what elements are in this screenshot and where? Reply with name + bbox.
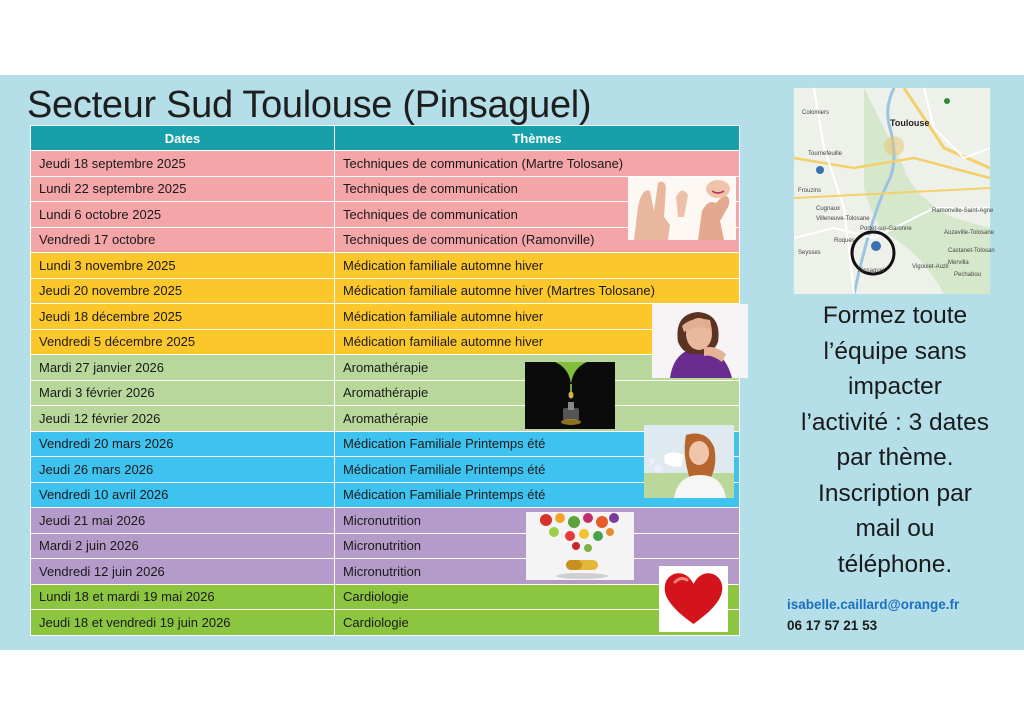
map-place-label: Pechabou	[954, 272, 982, 278]
table-header-row	[31, 126, 740, 151]
heart-photo	[659, 566, 728, 632]
contact-phone: 06 17 57 21 53	[787, 618, 878, 633]
map-place-label: Vigoulet-Auzil	[912, 264, 949, 270]
info-line: Formez toute	[822, 302, 968, 329]
date-cell: Jeudi 20 novembre 2025	[31, 278, 335, 304]
date-cell: Jeudi 26 mars 2026	[31, 457, 335, 483]
table-row	[31, 406, 740, 432]
theme-cell: Techniques de communication (Martre Tolosane)	[335, 151, 740, 177]
theme-cell: Micronutrition	[335, 559, 740, 585]
theme-cell: Micronutrition	[335, 533, 740, 559]
table-row	[31, 584, 740, 610]
info-line: impacter	[848, 373, 942, 400]
date-cell: Mardi 3 février 2026	[31, 380, 335, 406]
date-cell: Vendredi 10 avril 2026	[31, 482, 335, 508]
date-cell: Vendredi 17 octobre	[31, 227, 335, 253]
map-place-label: Mervilla	[948, 260, 969, 266]
date-cell: Vendredi 5 décembre 2025	[31, 329, 335, 355]
info-line: par thème.	[836, 444, 954, 471]
sick-woman-photo	[652, 304, 748, 378]
map-place-label: Seysses	[798, 250, 821, 256]
date-cell: Mardi 27 janvier 2026	[31, 355, 335, 381]
table-row	[31, 610, 740, 636]
map-place-label: Villeneuve-Tolosane	[816, 216, 870, 222]
theme-cell: Médication Familiale Printemps été	[335, 457, 740, 483]
map-place-label: Frouzins	[798, 188, 822, 194]
theme-cell: Cardiologie	[335, 610, 740, 636]
table-row	[31, 329, 740, 355]
date-cell: Lundi 22 septembre 2025	[31, 176, 335, 202]
table-row	[31, 151, 740, 177]
theme-cell: Techniques de communication	[335, 202, 740, 228]
info-line: téléphone.	[837, 550, 953, 578]
table-row	[31, 380, 740, 406]
date-cell: Jeudi 12 février 2026	[31, 406, 335, 432]
info-line: l’activité : 3 dates	[801, 408, 989, 436]
theme-cell: Aromathérapie	[335, 406, 740, 432]
date-cell: Lundi 18 et mardi 19 mai 2026	[31, 584, 335, 610]
map-place-label: Auzeville-Tolosane	[944, 230, 995, 236]
table-row	[31, 457, 740, 483]
date-cell: Jeudi 18 septembre 2025	[31, 151, 335, 177]
hands-sign-language-photo	[628, 177, 736, 240]
table-row	[31, 253, 740, 279]
map-place-label: Castanet-Tolosan	[948, 248, 995, 254]
essential-oil-dropper-photo	[525, 362, 615, 429]
theme-cell: Médication Familiale Printemps été	[335, 482, 740, 508]
theme-cell: Techniques de communication	[335, 176, 740, 202]
info-line: mail ou	[855, 515, 935, 542]
theme-cell: Médication familiale automne hiver	[335, 304, 740, 330]
location-map[interactable]	[794, 88, 995, 294]
map-place-label: Tournefeuille	[808, 151, 843, 157]
info-text	[776, 298, 1014, 582]
map-place-label: Ramonville-Saint-Agne	[932, 208, 994, 214]
theme-cell: Cardiologie	[335, 584, 740, 610]
theme-cell: Aromathérapie	[335, 380, 740, 406]
table-row	[31, 431, 740, 457]
map-city-label: Toulouse	[890, 118, 930, 128]
theme-cell: Micronutrition	[335, 508, 740, 534]
info-line: l’équipe sans	[823, 337, 967, 365]
map-place-label: Pinsaguel	[858, 268, 885, 274]
map-place-label: Portet-sur-Garonne	[860, 226, 912, 232]
date-cell: Jeudi 18 décembre 2025	[31, 304, 335, 330]
date-cell: Jeudi 21 mai 2026	[31, 508, 335, 534]
header-themes: Thèmes	[335, 126, 740, 151]
theme-cell: Médication familiale automne hiver	[335, 253, 740, 279]
contact-email-link[interactable]: isabelle.caillard@orange.fr	[787, 597, 960, 612]
date-cell: Lundi 3 novembre 2025	[31, 253, 335, 279]
map-place-label: Roques	[834, 238, 855, 244]
table-row	[31, 304, 740, 330]
theme-cell: Médication familiale automne hiver	[335, 329, 740, 355]
theme-cell: Médication Familiale Printemps été	[335, 431, 740, 457]
date-cell: Jeudi 18 et vendredi 19 juin 2026	[31, 610, 335, 636]
header-dates: Dates	[31, 126, 335, 151]
table-row	[31, 278, 740, 304]
theme-cell: Aromathérapie	[335, 355, 740, 381]
date-cell: Lundi 6 octobre 2025	[31, 202, 335, 228]
page-title: Secteur Sud Toulouse (Pinsaguel)	[27, 84, 592, 126]
vitamins-fruits-capsule-photo	[526, 512, 634, 580]
date-cell: Vendredi 20 mars 2026	[31, 431, 335, 457]
theme-cell: Techniques de communication (Ramonville)	[335, 227, 740, 253]
sneezing-woman-photo	[644, 425, 734, 498]
info-line: Inscription par	[818, 479, 972, 507]
map-place-label: Colomiers	[802, 110, 830, 116]
theme-cell: Médication familiale automne hiver (Martres Tolosane)	[335, 278, 740, 304]
table-row	[31, 482, 740, 508]
date-cell: Vendredi 12 juin 2026	[31, 559, 335, 585]
date-cell: Mardi 2 juin 2026	[31, 533, 335, 559]
map-place-label: Cugnaux	[816, 206, 841, 212]
table-row	[31, 355, 740, 381]
